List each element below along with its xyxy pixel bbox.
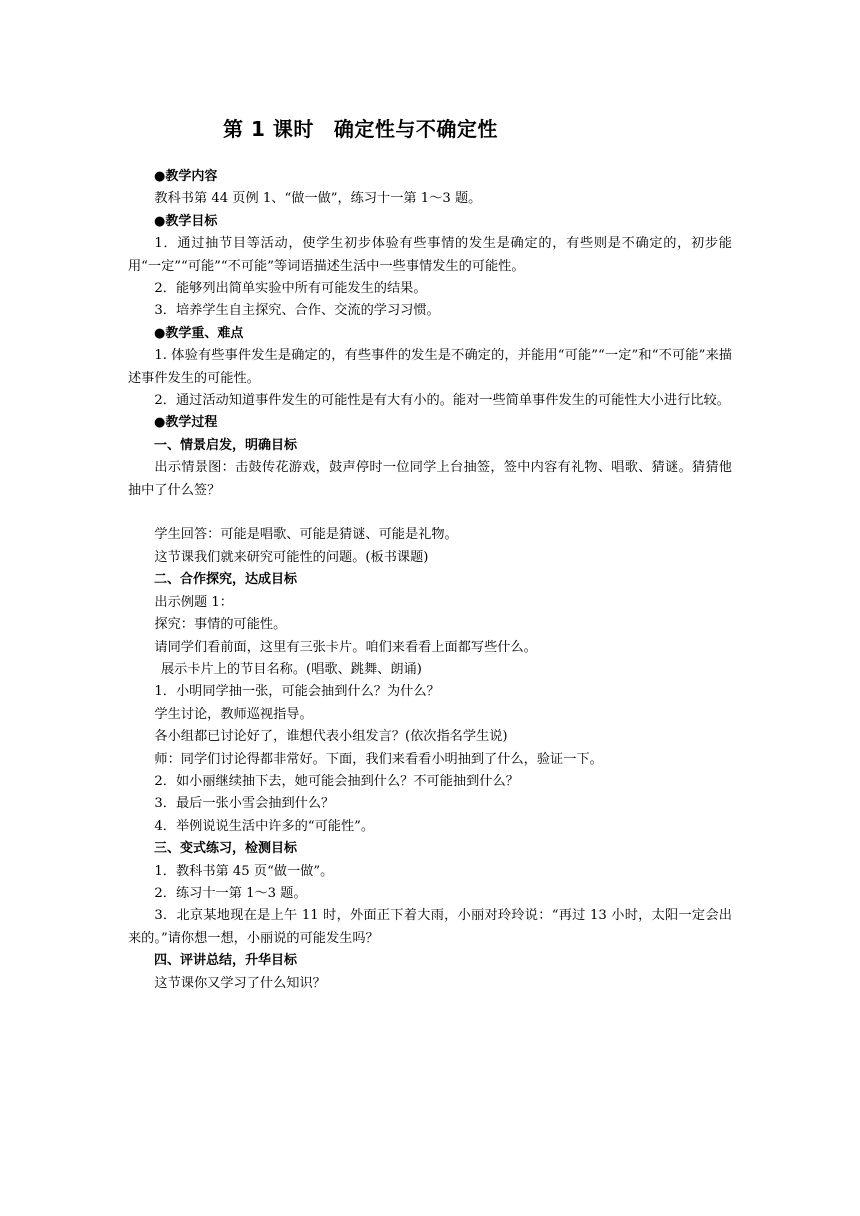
process-part-heading: 二、合作探究，达成目标 <box>154 572 298 588</box>
section-heading-goals: ●教学目标 <box>154 213 218 229</box>
document-body <box>128 166 732 995</box>
paragraph: 学生讨论，教师巡视指导。 <box>154 706 313 722</box>
section-heading-key-points: ●教学重、难点 <box>154 325 244 341</box>
section-heading-content: ●教学内容 <box>154 169 218 184</box>
bullet-icon: ● <box>154 213 166 229</box>
paragraph: 学生回答：可能是唱歌、可能是猜谜、可能是礼物。 <box>154 527 458 543</box>
goal-item: 3．培养学生自主探究、合作、交流的学习习惯。 <box>154 303 440 319</box>
bullet-icon: ● <box>154 325 166 341</box>
process-part-heading: 一、情景启发，明确目标 <box>154 437 298 453</box>
paragraph: 请同学们看前面，这里有三张卡片。咱们来看看上面都写些什么。 <box>154 639 537 655</box>
lesson-topic: 确定性与不确定性 <box>333 117 498 141</box>
blank-line <box>128 502 732 524</box>
bullet-icon: ● <box>154 415 166 431</box>
process-part-heading: 三、变式练习，检测目标 <box>154 841 298 857</box>
paragraph: 3．最后一张小雪会抽到什么？ <box>154 796 335 812</box>
key-point-item: 1. 体验有些事件发生是确定的，有些事件的发生是不确定的，并能用“可能”“一定”和“不可能”来描述事件发生的可能性。 <box>128 348 732 386</box>
paragraph: 3．北京某地现在是上午 11 时，外面正下着大雨，小丽对玲玲说：“再过 13 小时，太阳一定会出来的。”请你想一想，小丽说的可能发生吗？ <box>128 908 732 946</box>
content-text: 教科书第 44 页例 1、“做一做”，练习十一第 1～3 题。 <box>154 191 482 207</box>
paragraph: 这节课我们就来研究可能性的问题。(板书课题) <box>154 549 429 565</box>
process-part-heading: 四、评讲总结，升华目标 <box>154 953 298 969</box>
document-page <box>128 112 732 995</box>
paragraph: 1．教科书第 45 页“做一做”。 <box>154 863 334 879</box>
paragraph: 2．练习十一第 1～3 题。 <box>154 885 307 901</box>
paragraph: 出示例题 1： <box>154 594 233 610</box>
key-point-item: 2．通过活动知道事件发生的可能性是有大有小的。能对一些简单事件发生的可能性大小进行比较。 <box>154 393 730 409</box>
paragraph: 4．举例说说生活中许多的“可能性”。 <box>154 818 375 834</box>
goal-item: 1．通过抽节目等活动，使学生初步体验有些事情的发生是确定的，有些则是不确定的，初步能用“一定”“可能”“不可能”等词语描述生活中一些事情发生的可能性。 <box>128 236 732 274</box>
paragraph: 1．小明同学抽一张，可能会抽到什么？为什么？ <box>154 684 440 700</box>
paragraph: 出示情景图：击鼓传花游戏，鼓声停时一位同学上台抽签，签中内容有礼物、唱歌、猜谜。猜猜他抽中了什么签？ <box>128 460 732 498</box>
goal-item: 2．能够列出简单实验中所有可能发生的结果。 <box>154 281 427 297</box>
lesson-number: 第 1 课时 <box>223 117 314 141</box>
paragraph: 探究：事情的可能性。 <box>154 617 287 633</box>
paragraph: 各小组都已讨论好了，谁想代表小组发言？(依次指名学生说) <box>154 729 508 745</box>
paragraph: 这节课你又学习了什么知识？ <box>154 975 326 991</box>
paragraph: 师：同学们讨论得都非常好。下面，我们来看看小明抽到了什么，验证一下。 <box>154 751 603 767</box>
bullet-icon: ● <box>154 169 166 184</box>
paragraph: 2．如小丽继续抽下去，她可能会抽到什么？不可能抽到什么？ <box>154 773 519 789</box>
section-heading-process: ●教学过程 <box>154 415 218 431</box>
paragraph: 展示卡片上的节目名称。(唱歌、跳舞、朗诵) <box>161 661 422 677</box>
page-title <box>128 112 732 146</box>
